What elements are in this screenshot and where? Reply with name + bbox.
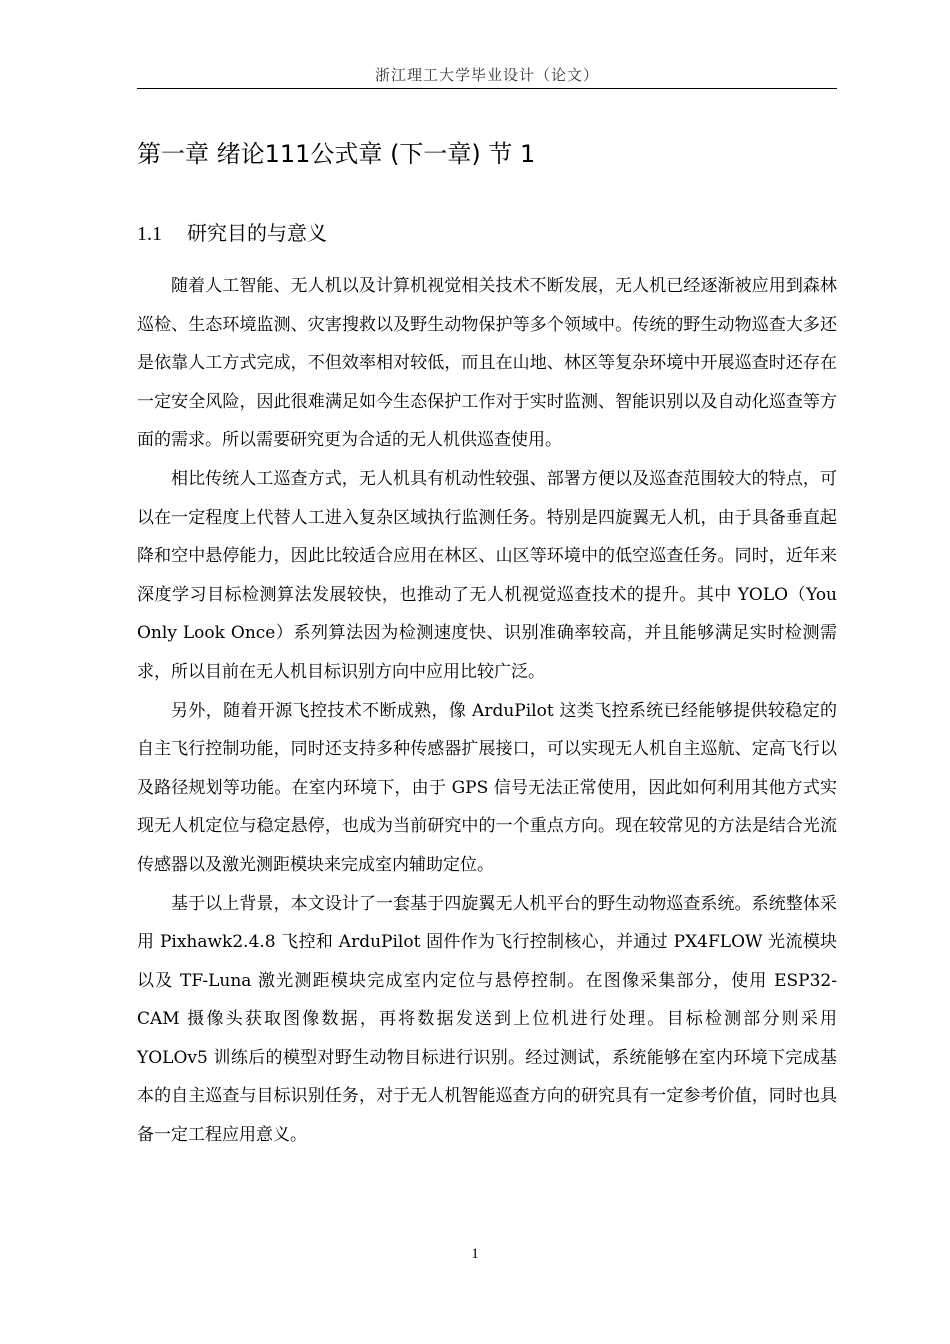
paragraph: 另外，随着开源飞控技术不断成熟，像 ArduPilot 这类飞控系统已经能够提供较稳定的自主飞行控制功能，同时还支持多种传感器扩展接口，可以实现无人机自主巡航、定高飞行以及路径规划等功能。在室内环境下，由于 GPS 信号无法正常使用，因此如何利用其他方式实现无人机定位与稳定悬停，也成为当前研究中的一个重点方向。现在较常见的方法是结合光流传感器以及激光测距模块来完成室内辅助定位。 [137,700,837,875]
section-number: 1.1 [137,223,162,245]
chapter-title: 第一章 绪论111公式章 (下一章) 节 1 [137,140,536,168]
section-heading [137,218,327,249]
running-header: 浙江理工大学毕业设计（论文） [374,66,599,84]
page-number: 1 [471,1246,479,1262]
paragraph: 基于以上背景，本文设计了一套基于四旋翼无人机平台的野生动物巡查系统。系统整体采用 Pixhawk2.4.8 飞控和 ArduPilot 固件作为飞行控制核心，并通过 PX4FLOW 光流模块以及 TF-Luna 激光测距模块完成室内定位与悬停控制。在图像采集部分，使用 ESP32-CAM 摄像头获取图像数据，再将数据发送到上位机进行处理。目标检测部分则采用 YOLOv5 训练后的模型对野生动物目标进行识别。经过测试，系统能够在室内环境下完成基本的自主巡查与目标识别任务，对于无人机智能巡查方向的研究具有一定参考价值，同时也具备一定工程应用意义。 [137,893,837,1146]
paragraph: 相比传统人工巡查方式，无人机具有机动性较强、部署方便以及巡查范围较大的特点，可以在一定程度上代替人工进入复杂区域执行监测任务。特别是四旋翼无人机，由于具备垂直起降和空中悬停能力，因此比较适合应用在林区、山区等环境中的低空巡查任务。同时，近年来深度学习目标检测算法发展较快，也推动了无人机视觉巡查技术的提升。其中 YOLO（You Only Look Once）系列算法因为检测速度快、识别准确率较高，并且能够满足实时检测需求，所以目前在无人机目标识别方向中应用比较广泛。 [137,468,837,682]
body-text [137,267,837,1155]
paragraph: 随着人工智能、无人机以及计算机视觉相关技术不断发展，无人机已经逐渐被应用到森林巡检、生态环境监测、灾害搜救以及野生动物保护等多个领域中。传统的野生动物巡查大多还是依靠人工方式完成，不但效率相对较低，而且在山地、林区等复杂环境中开展巡查时还存在一定安全风险，因此很难满足如今生态保护工作对于实时监测、智能识别以及自动化巡查等方面的需求。所以需要研究更为合适的无人机供巡查使用。 [137,276,837,451]
section-title: 研究目的与意义 [187,221,327,245]
header-divider [137,88,837,89]
